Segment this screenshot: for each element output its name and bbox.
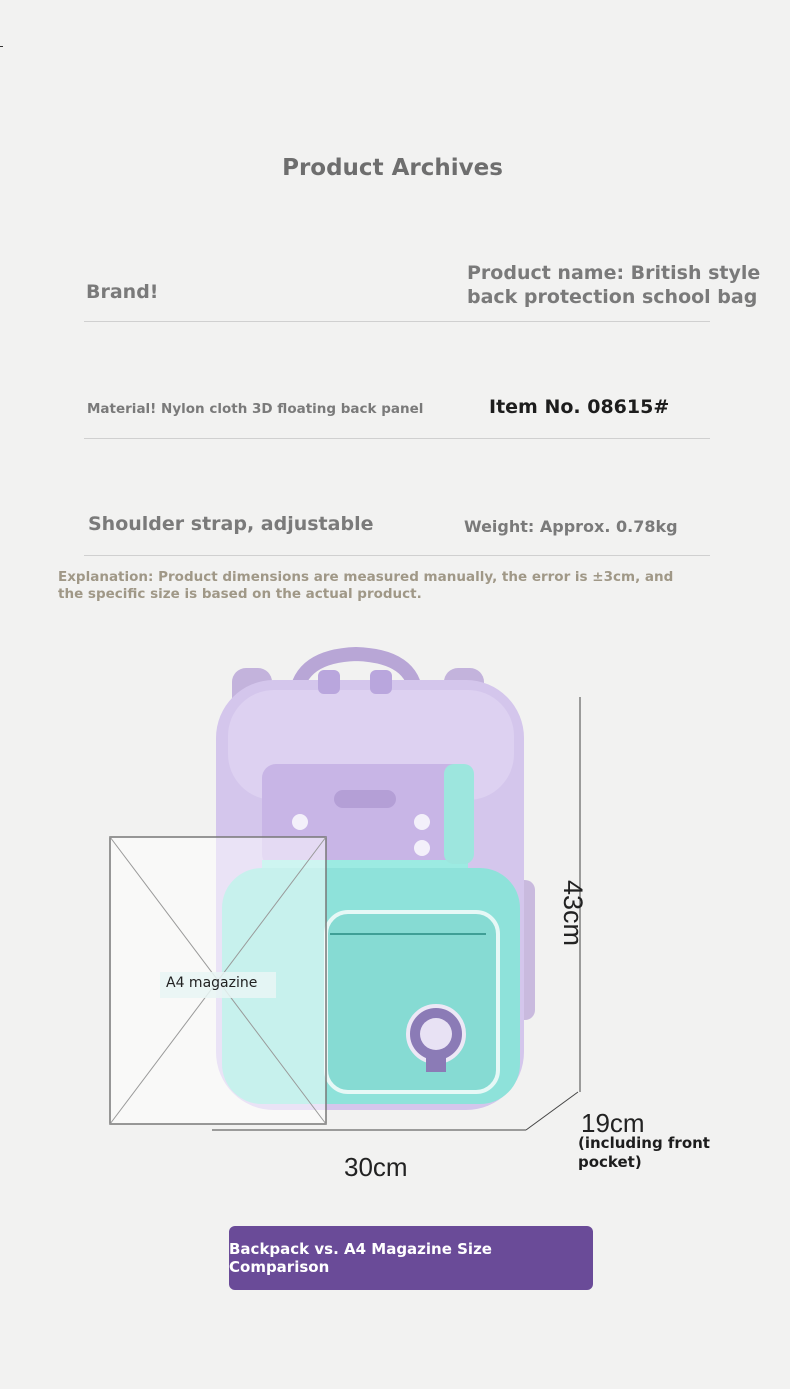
depth-dimension-label: 19cm <box>581 1108 645 1138</box>
divider <box>84 438 710 439</box>
weight-label: Weight: Approx. 0.78kg <box>464 517 678 536</box>
page-title: Product Archives <box>282 155 503 181</box>
height-dimension-label: 43cm <box>558 880 588 947</box>
product-name: Product name: British style back protection school bag <box>467 262 761 308</box>
comparison-caption-banner <box>229 1226 593 1290</box>
size-comparison-diagram <box>0 630 790 1210</box>
comparison-caption: Backpack vs. A4 Magazine Size Comparison <box>229 1240 492 1276</box>
divider <box>84 555 710 556</box>
item-number: Item No. 08615# <box>489 396 670 418</box>
a4-magazine-label: A4 magazine <box>166 975 258 991</box>
corner-mark <box>0 46 3 47</box>
divider <box>84 321 710 322</box>
brand-label: Brand! <box>86 281 159 303</box>
shoulder-strap-label: Shoulder strap, adjustable <box>88 513 374 535</box>
material-label: Material! Nylon cloth 3D floating back panel <box>87 401 424 417</box>
explanation-note: Explanation: Product dimensions are measured manually, the error is ±3cm, and the specific size is based on the actual product. <box>58 569 674 602</box>
width-dimension-label: 30cm <box>344 1152 408 1182</box>
depth-note: (including front pocket) <box>578 1134 710 1171</box>
